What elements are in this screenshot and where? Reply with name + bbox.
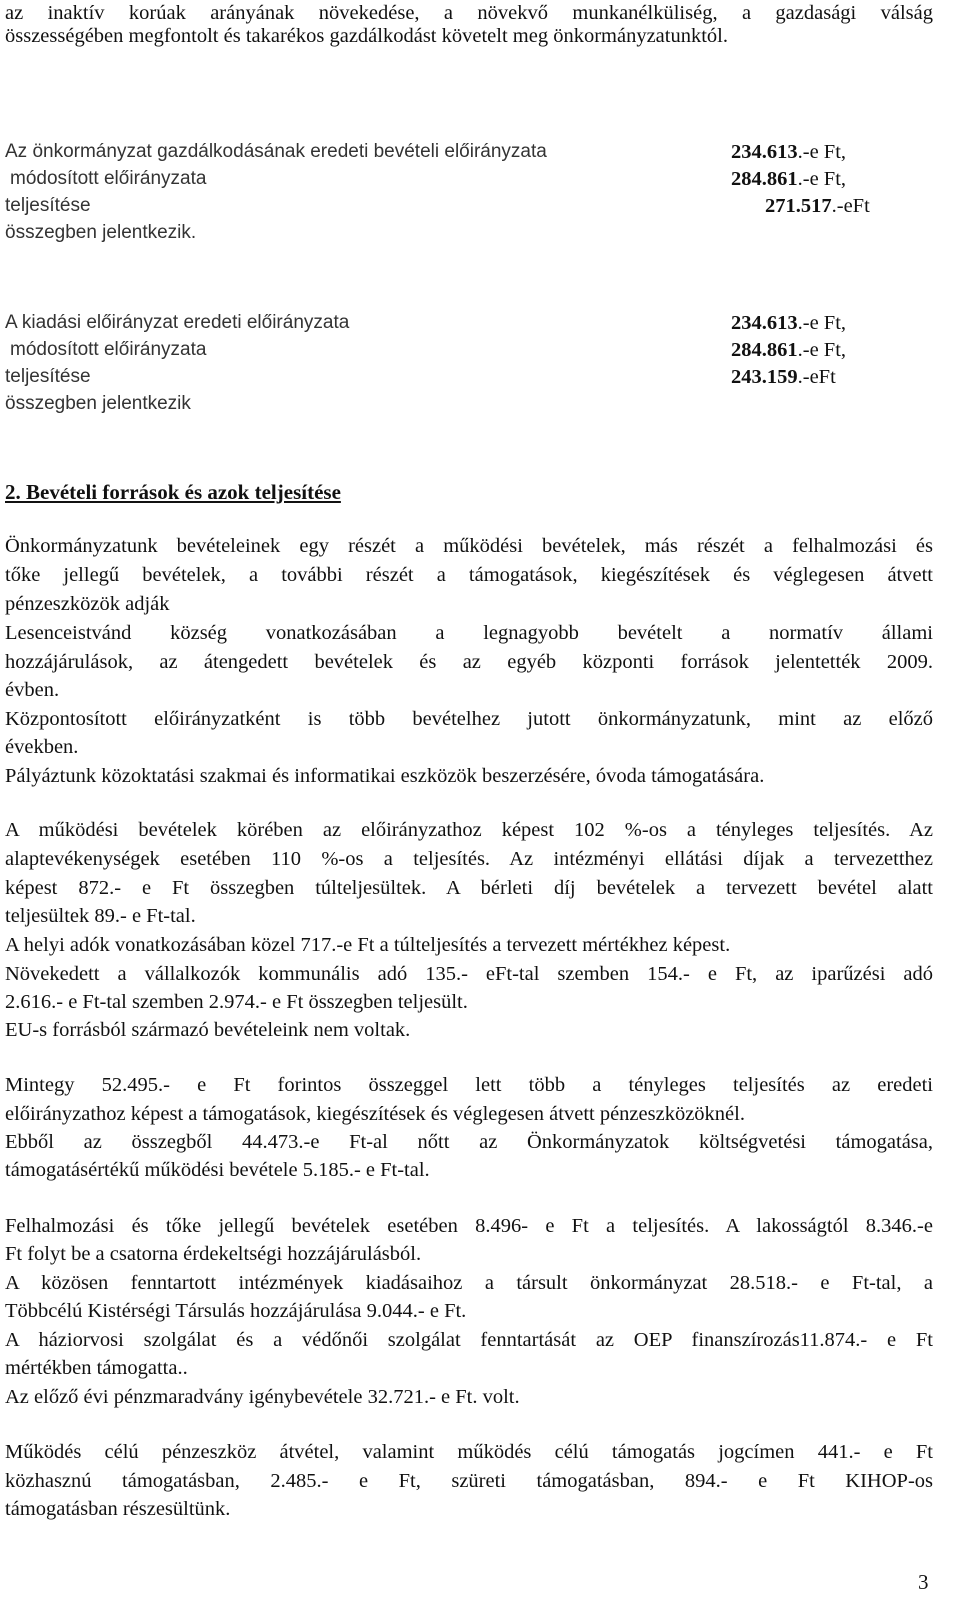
body-line: teljesültek 89.- e Ft-tal.: [5, 905, 196, 927]
body-line: pénzeszközök adják: [5, 593, 170, 615]
page-number: 3: [918, 1570, 929, 1594]
expense-label-fulfilled: teljesítése: [5, 366, 91, 387]
body-line: Önkormányzatunk bevételeinek egy részét a működési bevételek, más részét a felhalmozási és: [5, 535, 933, 557]
body-line: támogatásértékű működési bevétele 5.185.- e Ft-tal.: [5, 1159, 430, 1181]
body-line: Ft folyt be a csatorna érdekeltségi hozzájárulásból.: [5, 1243, 422, 1265]
expense-label-modified: módosított előirányzata: [10, 339, 207, 360]
expense-value-original: 234.613.-e Ft,: [731, 312, 847, 334]
body-line: tőke jellegű bevételek, a további részét a támogatások, kiegészítések és véglegesen átvett: [5, 564, 933, 586]
body-line: támogatásban részesültünk.: [5, 1498, 231, 1520]
body-line: években.: [5, 736, 79, 758]
body-line: Ebből az összegből 44.473.-e Ft-al nőtt az Önkormányzatok költségvetési támogatása,: [5, 1131, 933, 1153]
revenue-label-fulfilled: teljesítése: [5, 195, 91, 216]
body-line: A működési bevételek körében az előirányzathoz képest 102 %-os a tényleges teljesítés. Az: [5, 819, 933, 841]
revenue-label-modified: módosított előirányzata: [10, 168, 207, 189]
expense-label-original: A kiadási előirányzat eredeti előirányzata: [5, 312, 350, 333]
revenue-label-amount: összegben jelentkezik.: [5, 222, 197, 243]
body-line: A közösen fenntartott intézmények kiadásaihoz a társult önkormányzat 28.518.- e Ft-tal, a: [5, 1272, 933, 1294]
intro-line-2: összességében megfontolt és takarékos gazdálkodást követelt meg önkormányzatunktól.: [5, 25, 728, 47]
body-line: A háziorvosi szolgálat és a védőnői szolgálat fenntartását az OEP finanszírozás11.874.- e Ft: [5, 1329, 933, 1351]
revenue-value-fulfilled: 271.517.-eFt: [765, 195, 870, 217]
body-line: képest 872.- e Ft összegben túlteljesültek. A bérleti díj bevételek a tervezett bevétel alatt: [5, 877, 933, 899]
body-line: előirányzathoz képest a támogatások, kiegészítések és véglegesen átvett pénzeszközöknél.: [5, 1103, 745, 1125]
intro-line-1: az inaktív korúak arányának növekedése, a növekvő munkanélküliség, a gazdasági válság: [5, 2, 933, 24]
body-line: 2.616.- e Ft-tal szemben 2.974.- e Ft összegben teljesült.: [5, 991, 468, 1013]
body-line: hozzájárulások, az átengedett bevételek és az egyéb központi források jelentették 2009.: [5, 651, 933, 673]
revenue-label-original: Az önkormányzat gazdálkodásának eredeti bevételi előirányzata: [5, 141, 547, 162]
revenue-value-original: 234.613.-e Ft,: [731, 141, 847, 163]
body-line: Növekedett a vállalkozók kommunális adó 135.- eFt-tal szemben 154.- e Ft, az iparűzési adó: [5, 963, 933, 985]
body-line: alaptevékenységek esetében 110 %-os a teljesítés. Az intézményi ellátási díjak a tervezetthez: [5, 848, 933, 870]
body-line: A helyi adók vonatkozásában közel 717.-e Ft a túlteljesítés a tervezett mértékhez képest.: [5, 934, 731, 956]
body-line: közhasznú támogatásban, 2.485.- e Ft, szüreti támogatásban, 894.- e Ft KIHOP-os: [5, 1470, 933, 1492]
body-line: Központosított előirányzatként is több bevételhez jutott önkormányzatunk, mint az előző: [5, 708, 933, 730]
body-line: Mintegy 52.495.- e Ft forintos összeggel lett több a tényleges teljesítés az eredeti: [5, 1074, 933, 1096]
body-line: Az előző évi pénzmaradvány igénybevétele 32.721.- e Ft. volt.: [5, 1386, 520, 1408]
expense-label-amount: összegben jelentkezik: [5, 393, 191, 414]
body-line: Pályáztunk közoktatási szakmai és informatikai eszközök beszerzésére, óvoda támogatására.: [5, 765, 765, 787]
expense-value-modified: 284.861.-e Ft,: [731, 339, 847, 361]
section-heading: 2. Bevételi források és azok teljesítése: [5, 480, 341, 504]
body-line: mértékben támogatta..: [5, 1357, 188, 1379]
expense-value-fulfilled: 243.159.-eFt: [731, 366, 836, 388]
body-line: Felhalmozási és tőke jellegű bevételek esetében 8.496- e Ft a teljesítés. A lakosságtól 8.346.-e: [5, 1215, 933, 1237]
body-line: Lesenceistvánd község vonatkozásában a legnagyobb bevételt a normatív állami: [5, 622, 933, 644]
body-line: Többcélú Kistérségi Társulás hozzájárulása 9.044.- e Ft.: [5, 1300, 467, 1322]
body-line: Működés célú pénzeszköz átvétel, valamint működés célú támogatás jogcímen 441.- e Ft: [5, 1441, 933, 1463]
revenue-value-modified: 284.861.-e Ft,: [731, 168, 847, 190]
body-line: EU-s forrásból származó bevételeink nem voltak.: [5, 1019, 411, 1041]
body-line: évben.: [5, 679, 60, 701]
